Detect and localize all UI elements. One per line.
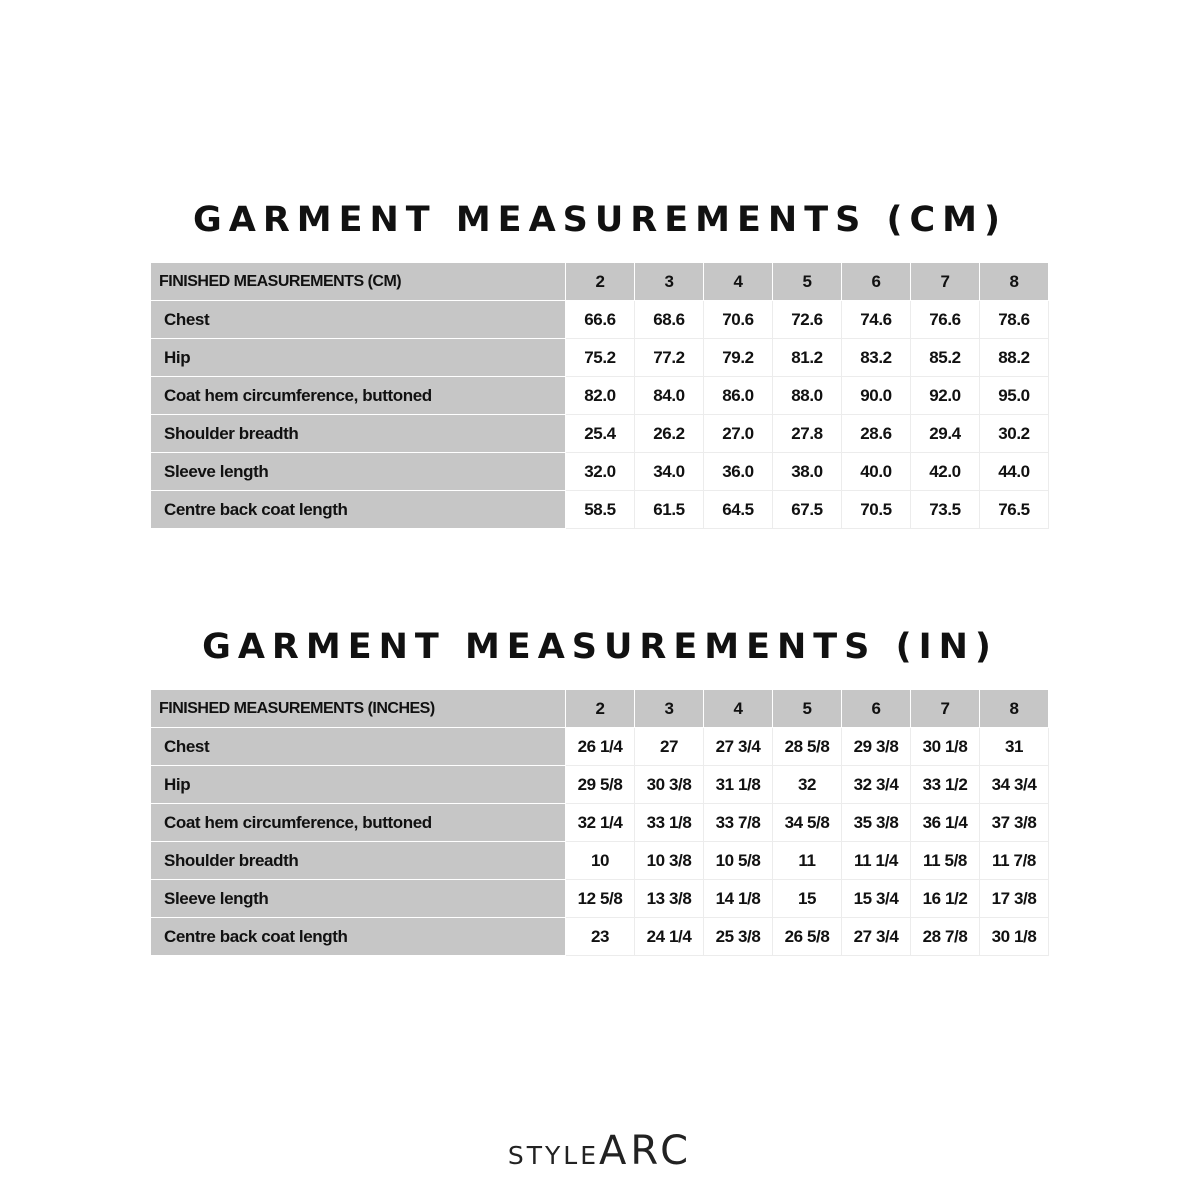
measurement-cell: 42.0 [911,453,980,491]
table-row [151,453,1049,491]
measurement-cell: 15 [773,880,842,918]
measurement-cell: 26 1/4 [566,728,635,766]
measurement-cell: 70.6 [704,301,773,339]
row-label: Hip [151,766,566,804]
table-header [151,263,1049,301]
measurement-cell: 34.0 [635,453,704,491]
measurement-cell: 25.4 [566,415,635,453]
header-row [151,263,1049,301]
measurement-cell: 32.0 [566,453,635,491]
measurement-cell: 27 3/4 [842,918,911,956]
table-row [151,728,1049,766]
measurement-cell: 36.0 [704,453,773,491]
measurement-cell: 34 3/4 [980,766,1049,804]
measurements-table-in [150,689,1049,956]
measurement-cell: 16 1/2 [911,880,980,918]
measurement-cell: 28 5/8 [773,728,842,766]
measurement-cell: 72.6 [773,301,842,339]
measurement-cell: 10 5/8 [704,842,773,880]
measurements-table-cm [150,262,1049,529]
section-title-cm: GARMENT MEASUREMENTS (CM) [193,200,1007,240]
measurement-cell: 64.5 [704,491,773,529]
measurement-cell: 85.2 [911,339,980,377]
measurement-cell: 11 1/4 [842,842,911,880]
measurement-cell: 76.5 [980,491,1049,529]
row-label: Chest [151,728,566,766]
measurement-cell: 68.6 [635,301,704,339]
row-label: Sleeve length [151,880,566,918]
measurement-cell: 74.6 [842,301,911,339]
measurement-cell: 25 3/8 [704,918,773,956]
header-row [151,690,1049,728]
table-row [151,804,1049,842]
measurement-cell: 31 [980,728,1049,766]
measurement-cell: 90.0 [842,377,911,415]
measurement-cell: 32 1/4 [566,804,635,842]
size-header: 4 [704,690,773,728]
measurement-cell: 13 3/8 [635,880,704,918]
measurement-cell: 10 3/8 [635,842,704,880]
table-header [151,690,1049,728]
row-label: Shoulder breadth [151,842,566,880]
measurement-cell: 11 5/8 [911,842,980,880]
measurement-cell: 28 7/8 [911,918,980,956]
table-row [151,377,1049,415]
measurement-cell: 24 1/4 [635,918,704,956]
table-row [151,880,1049,918]
measurement-cell: 29 3/8 [842,728,911,766]
measurement-cell: 15 3/4 [842,880,911,918]
measurement-cell: 32 3/4 [842,766,911,804]
table-row [151,301,1049,339]
measurement-cell: 29 5/8 [566,766,635,804]
row-label: Coat hem circumference, buttoned [151,804,566,842]
measurement-cell: 30 1/8 [980,918,1049,956]
measurement-cell: 33 1/8 [635,804,704,842]
size-header: 6 [842,263,911,301]
measurement-cell: 36 1/4 [911,804,980,842]
size-header: 5 [773,690,842,728]
measurement-cell: 37 3/8 [980,804,1049,842]
size-header: 2 [566,690,635,728]
measurement-cell: 26.2 [635,415,704,453]
table-row [151,842,1049,880]
measurement-cell: 32 [773,766,842,804]
measurement-cell: 11 [773,842,842,880]
measurement-cell: 88.2 [980,339,1049,377]
measurement-cell: 40.0 [842,453,911,491]
logo-arc-text: ARC [599,1128,693,1174]
size-header: 3 [635,263,704,301]
measurement-cell: 28.6 [842,415,911,453]
table-row [151,918,1049,956]
measurement-cell: 70.5 [842,491,911,529]
measurement-cell: 66.6 [566,301,635,339]
header-label: FINISHED MEASUREMENTS (CM) [151,263,566,301]
measurement-cell: 83.2 [842,339,911,377]
table-row [151,339,1049,377]
section-title-in: GARMENT MEASUREMENTS (IN) [202,627,998,667]
table-body [151,728,1049,956]
measurement-cell: 44.0 [980,453,1049,491]
table-row [151,491,1049,529]
measurement-cell: 61.5 [635,491,704,529]
measurement-cell: 34 5/8 [773,804,842,842]
measurement-cell: 11 7/8 [980,842,1049,880]
measurement-cell: 27.8 [773,415,842,453]
measurement-cell: 33 7/8 [704,804,773,842]
size-header: 4 [704,263,773,301]
measurement-cell: 29.4 [911,415,980,453]
measurement-cell: 81.2 [773,339,842,377]
measurement-cell: 86.0 [704,377,773,415]
table-row [151,766,1049,804]
measurement-cell: 14 1/8 [704,880,773,918]
measurement-cell: 67.5 [773,491,842,529]
row-label: Chest [151,301,566,339]
measurement-cell: 76.6 [911,301,980,339]
measurement-cell: 82.0 [566,377,635,415]
measurement-cell: 27.0 [704,415,773,453]
measurement-cell: 30.2 [980,415,1049,453]
header-label: FINISHED MEASUREMENTS (INCHES) [151,690,566,728]
measurement-cell: 17 3/8 [980,880,1049,918]
measurement-cell: 79.2 [704,339,773,377]
table-body [151,301,1049,529]
size-header: 2 [566,263,635,301]
measurement-cell: 30 1/8 [911,728,980,766]
measurement-cell: 78.6 [980,301,1049,339]
measurement-cell: 88.0 [773,377,842,415]
measurement-cell: 77.2 [635,339,704,377]
logo-style-text: STYLE [507,1141,600,1170]
measurement-cell: 75.2 [566,339,635,377]
size-header: 8 [980,690,1049,728]
measurement-cell: 58.5 [566,491,635,529]
size-header: 8 [980,263,1049,301]
measurement-cell: 12 5/8 [566,880,635,918]
measurement-cell: 27 3/4 [704,728,773,766]
measurement-cell: 26 5/8 [773,918,842,956]
measurement-cell: 92.0 [911,377,980,415]
measurement-cell: 73.5 [911,491,980,529]
size-header: 3 [635,690,704,728]
size-header: 7 [911,263,980,301]
measurement-cell: 38.0 [773,453,842,491]
style-arc-logo [0,1128,1200,1174]
measurement-cell: 35 3/8 [842,804,911,842]
size-header: 5 [773,263,842,301]
size-header: 7 [911,690,980,728]
row-label: Hip [151,339,566,377]
measurement-cell: 95.0 [980,377,1049,415]
measurement-cell: 10 [566,842,635,880]
row-label: Centre back coat length [151,491,566,529]
measurement-cell: 84.0 [635,377,704,415]
row-label: Shoulder breadth [151,415,566,453]
measurement-cell: 23 [566,918,635,956]
row-label: Sleeve length [151,453,566,491]
row-label: Centre back coat length [151,918,566,956]
table-row [151,415,1049,453]
row-label: Coat hem circumference, buttoned [151,377,566,415]
measurement-cell: 27 [635,728,704,766]
size-header: 6 [842,690,911,728]
measurement-cell: 33 1/2 [911,766,980,804]
measurement-cell: 30 3/8 [635,766,704,804]
measurement-cell: 31 1/8 [704,766,773,804]
